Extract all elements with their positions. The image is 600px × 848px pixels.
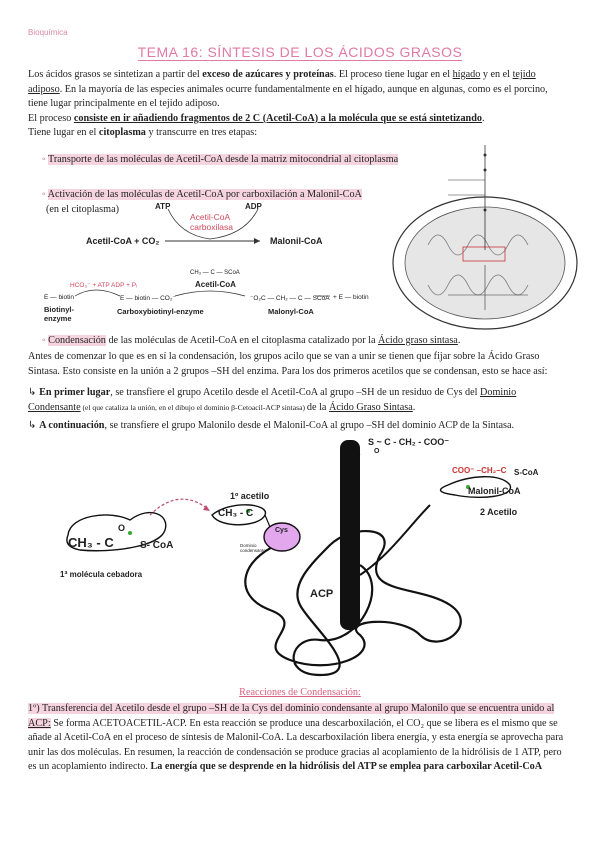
intro-paragraph: Los ácidos grasos se sintetizan a partir del exceso de azúcares y proteínas. El proceso tiene lugar en el hígado y en el tejido adiposo. En la mayoría de las especies animales ocurre fundamentalmente en el hígado, aunque en algunas, como es el porcino, tiene lugar principalmente en el tejido adiposo. El proceso consiste en ir añadiendo fragmentos de 2 C (Acetil-CoA) a la molécula que se está sintetizando. Tiene lugar en el citoplasma y transcurre en tres etapas: [28,69,548,139]
acetil-struct: CH₃ — C — SCoA [190,270,240,276]
hco3-label: HCO₃⁻ + ATP ADP + Pᵢ [70,282,138,289]
acp-label: ACP [310,588,334,600]
ch3c-label: CH₃ - C [218,508,254,519]
acetil-left-o: O [118,523,126,533]
malonyl-molecule: COO⁻ –CH₂–C [452,466,507,475]
carboxy-label: Carboxybiotinyl-enzyme [117,307,204,316]
malonyl-top: S ~ C - CH₂ - COO⁻ [368,437,450,447]
header-label: Bioquímica [28,28,68,37]
cebadora-label: 1ª molécula cebadora [60,570,143,579]
acetilo-2-label: 2 Acetilo [480,507,518,517]
biotin-right: + E — biotin [333,294,369,301]
acp-bar [340,440,360,630]
acetil-left-scoa: S- CoA [140,540,174,551]
carboxy-struct: E — biotin — CO₂⁻ [120,295,176,302]
dominio-label: Dominio condensante [240,543,266,553]
acetil-label: Acetil-CoA [195,280,236,289]
acetil-left: CH₃ - C [68,535,114,550]
enzyme-label: Acetil-CoA carboxilasa [190,212,233,232]
reaction-left: Acetil-CoA + CO₂ [86,236,160,246]
acetilo-1-label: 1º acetilo [230,491,270,501]
mitochondria-diagram [388,135,583,335]
reacciones-title: Reacciones de Condensación: [239,687,361,698]
etapa-2-note: (en el citoplasma) [46,204,119,215]
continuacion-paragraph: ↳ A continuación, se transfiere el grupo Malonilo desde el Malonil-CoA al grupo –SH del dominio ACP de la Sintasa. [28,420,515,431]
antes-paragraph: Antes de comenzar lo que es en sí la condensación, los grupos acilo que se van a unir se tienen que fijar sobre la Ácido Graso Sintasa. Esto consiste en la unión a 2 grupos –SH del enzima. Para los dos primeros acetilos que se condensan, esto se hace así: [28,351,548,377]
malonyl-struct: ⁻O₂C — CH₂ — C — SCoA [250,295,330,302]
malonyl-o: O [374,448,380,455]
etapa-3: ◦ Condensación de las moléculas de Acetil-CoA en el citoplasma catalizado por la Ácido graso sintasa. [42,335,461,346]
malonyl-label: Malonyl-CoA [268,307,314,316]
primer-paragraph: ↳ En primer lugar, se transfiere el grupo Acetilo desde el Acetil-CoA al grupo –SH de un residuo de Cys del Dominio Condensante (el que cataliza la unión, en el dibujo el dominio β-Cetoacil-ACP sintasa) de la Ácido Graso Sintasa. [28,387,517,413]
etapa-2: ◦ Activación de las moléculas de Acetil-CoA por carboxilación a Malonil-CoA [42,189,362,200]
biotin-left: E — biotin [44,294,74,301]
reaccion-1: 1º) Transferencia del Acetilo desde el grupo –SH de la Cys del dominio condensante al grupo Malonilo que se encuentra unido al ACP: Se forma ACETOACETIL-ACP. En esta reacción se produce una descarboxilación, el CO₂ que se libera es el mismo que se añade al Acetil-CoA en el proceso de síntesis de Malonil-CoA. La descarboxilación libera energía, y esta energía se aprovecha para unir las dos moléculas. En resumen, la reacción de condensación se produce gracias al acoplamiento de la hidrólisis de 1 ATP, pero es un acoplamiento indirecto. La energía que se desprende en la hidrólisis del ATP se emplea para carboxilar Acetil-CoA [28,703,564,773]
reaction-right: Malonil-CoA [270,236,323,246]
malonil-label: Malonil-CoA [468,486,521,496]
cys-label: Cys [275,527,288,534]
malonyl-scoa: S-CoA [514,468,539,477]
biotinyl-label: Biotinyl- enzyme [44,305,74,323]
etapa-1: ◦ Transporte de las moléculas de Acetil-CoA desde la matriz mitocondrial al citoplasma [42,154,399,165]
reaction-arrow [160,205,270,245]
page-title: TEMA 16: SÍNTESIS DE LOS ÁCIDOS GRASOS [137,44,463,60]
adp-label: ADP [245,202,262,211]
atp-label: ATP [155,202,171,211]
